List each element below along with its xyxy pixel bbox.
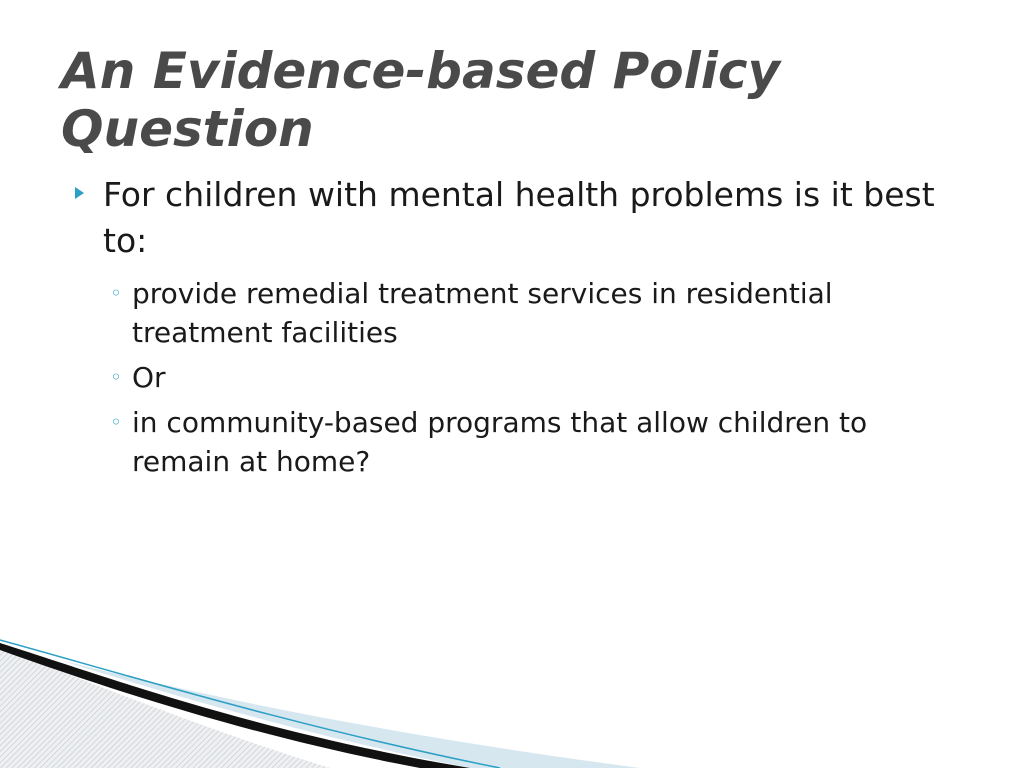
triangle-right-icon (75, 187, 84, 199)
sub-bullet-text: in community-based programs that allow children to remain at home? (132, 406, 868, 478)
slide-body (70, 172, 970, 481)
circle-outline-icon: ◦ (110, 410, 122, 434)
bullet-text: For children with mental health problems is it best to: (103, 175, 935, 260)
slide-title: An Evidence-based Policy Question (61, 42, 781, 158)
hatched-swoosh-decoration (0, 638, 1024, 768)
sub-bullet (70, 274, 970, 352)
sub-bullet-text: Or (132, 361, 166, 394)
bullet-level1 (70, 172, 970, 264)
sub-bullet (70, 358, 970, 397)
sub-bullet-text: provide remedial treatment services in residential treatment facilities (132, 277, 833, 349)
circle-outline-icon: ◦ (110, 365, 122, 389)
sub-bullet (70, 403, 970, 481)
circle-outline-icon: ◦ (110, 281, 122, 305)
